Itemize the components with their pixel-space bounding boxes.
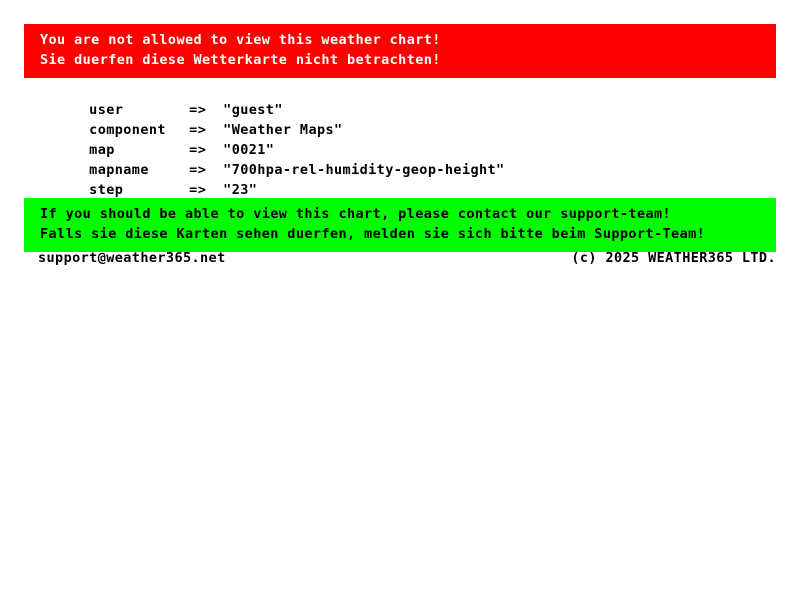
detail-key-step: step [89,182,124,198]
detail-value-component: "Weather Maps" [223,122,343,138]
detail-value-step: "23" [223,182,258,198]
support-banner-line-de: Falls sie diese Karten sehen duerfen, melden sie sich bitte beim Support-Team! [40,226,706,242]
detail-arrow: => [189,122,207,138]
detail-key-user: user [89,102,124,118]
support-email-link[interactable]: support@weather365.net [38,250,226,266]
detail-row [38,80,505,118]
detail-arrow: => [189,182,207,198]
detail-value-mapname: "700hpa-rel-humidity-geop-height" [223,162,505,178]
detail-arrow: => [189,142,207,158]
error-banner-line-en: You are not allowed to view this weather chart! [40,32,441,48]
detail-key-map: map [89,142,115,158]
detail-value-user: "guest" [223,102,283,118]
error-banner-line-de: Sie duerfen diese Wetterkarte nicht betrachten! [40,52,441,68]
request-details [38,80,505,198]
detail-arrow: => [189,102,207,118]
detail-key-component: component [89,122,166,138]
copyright-text: (c) 2025 WEATHER365 LTD. [571,250,776,266]
support-banner [24,198,776,252]
error-banner [24,24,776,78]
footer [38,250,776,266]
detail-value-map: "0021" [223,142,275,158]
detail-arrow: => [189,162,207,178]
support-banner-line-en: If you should be able to view this chart, please contact our support-team! [40,206,672,222]
detail-key-mapname: mapname [89,162,149,178]
